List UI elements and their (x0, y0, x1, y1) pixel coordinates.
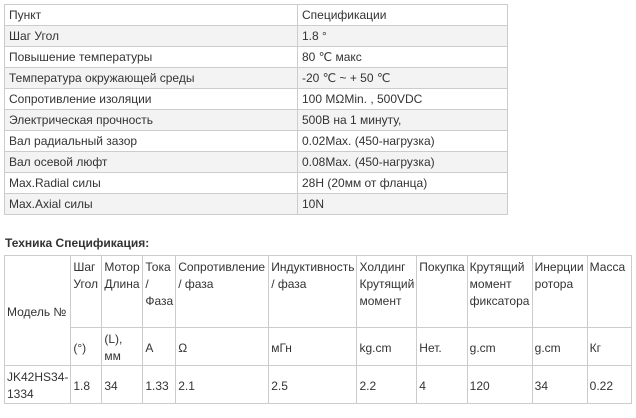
spec-item-value: 0.08Max. (450-нагрузка) (298, 152, 508, 173)
technical-specifications-table (4, 255, 632, 404)
spec-row (5, 131, 508, 152)
spec-item-value: 500В на 1 минуту, (298, 110, 508, 131)
spec-item-label: Вал радиальный зазор (5, 131, 298, 152)
tech-units-row (5, 328, 632, 366)
unit-cell: Нет. (417, 328, 467, 366)
spec-row (5, 26, 508, 47)
value-cell: 0.22 (587, 366, 631, 404)
spec-header-row (5, 5, 508, 26)
value-cell: 2.2 (357, 366, 417, 404)
model-header: Модель № (5, 256, 71, 366)
value-cell: 1.33 (143, 366, 176, 404)
unit-cell: Ω (176, 328, 269, 366)
spec-row (5, 68, 508, 89)
spec-item-value: 28H (20мм от фланца) (298, 173, 508, 194)
header-rotor-inertia: Инерции ротора (532, 256, 587, 328)
header-inductance: Индуктивность / фаза (269, 256, 357, 328)
header-motor-length: Мотор Длина (102, 256, 143, 328)
value-cell: 4 (417, 366, 467, 404)
spec-row (5, 110, 508, 131)
unit-cell: g.cm (467, 328, 532, 366)
spec-item-value: 100 MΩMin. , 500VDC (298, 89, 508, 110)
spec-item-label: Повышение температуры (5, 47, 298, 68)
unit-cell: мГн (269, 328, 357, 366)
spec-header-spec: Спецификации (298, 5, 508, 26)
specifications-table (4, 4, 508, 215)
value-cell: 2.1 (176, 366, 269, 404)
header-detent-torque: Крутящий момент фиксатора (467, 256, 532, 328)
spec-row (5, 47, 508, 68)
spec-row (5, 194, 508, 215)
value-cell: 2.5 (269, 366, 357, 404)
tech-data-row (5, 366, 632, 404)
value-cell: 34 (532, 366, 587, 404)
tech-header-row (5, 256, 632, 328)
spec-row (5, 152, 508, 173)
spec-item-label: Max.Axial силы (5, 194, 298, 215)
header-step-angle: Шаг Угол (71, 256, 102, 328)
spec-row (5, 173, 508, 194)
spec-item-label: Электрическая прочность (5, 110, 298, 131)
spec-item-value: 80 ℃ макс (298, 47, 508, 68)
spec-item-value: -20 ℃ ~ + 50 ℃ (298, 68, 508, 89)
section-title: Техника Спецификация: (5, 236, 150, 250)
unit-cell: Кг (587, 328, 631, 366)
header-current: Тока / Фаза (143, 256, 176, 328)
value-cell: 34 (102, 366, 143, 404)
spec-item-label: Шаг Угол (5, 26, 298, 47)
spec-item-label: Сопротивление изоляции (5, 89, 298, 110)
spec-item-value: 1.8 ° (298, 26, 508, 47)
spec-item-label: Температура окружающей среды (5, 68, 298, 89)
model-number: JK42HS34-1334 (5, 366, 71, 404)
header-resistance: Сопротивление / фаза (176, 256, 269, 328)
spec-item-value: 0.02Max. (450-нагрузка) (298, 131, 508, 152)
value-cell: 1.8 (71, 366, 102, 404)
header-holding-torque: Холдинг Крутящий момент (357, 256, 417, 328)
spec-row (5, 89, 508, 110)
spec-item-label: Вал осевой люфт (5, 152, 298, 173)
unit-cell: kg.cm (357, 328, 417, 366)
spec-header-item: Пункт (5, 5, 298, 26)
header-leads: Покупка (417, 256, 467, 328)
unit-cell: (L), мм (102, 328, 143, 366)
header-mass: Масса (587, 256, 631, 328)
value-cell: 120 (467, 366, 532, 404)
unit-cell: (°) (71, 328, 102, 366)
unit-cell: A (143, 328, 176, 366)
spec-item-value: 10N (298, 194, 508, 215)
spec-item-label: Max.Radial силы (5, 173, 298, 194)
unit-cell: g.cm (532, 328, 587, 366)
